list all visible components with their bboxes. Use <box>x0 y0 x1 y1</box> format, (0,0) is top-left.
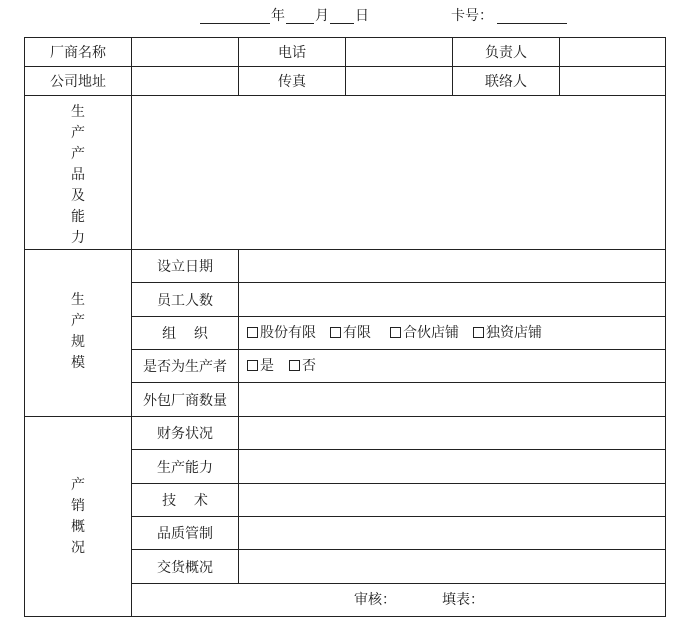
phone-label: 电话 <box>278 45 306 61</box>
outsource-count-label: 外包厂商数量 <box>143 392 227 409</box>
day-label: 日 <box>355 8 369 24</box>
producer-option-no[interactable]: 否 <box>289 350 316 383</box>
established-date-field[interactable] <box>239 250 665 282</box>
is-producer-options <box>239 350 665 383</box>
financial-status-label: 财务状况 <box>157 426 213 442</box>
organization-label: 组 织 <box>162 326 208 342</box>
products-capability-title: 生 产 产 品 及 能 力 <box>71 104 85 246</box>
contact-person-label: 联络人 <box>485 74 527 90</box>
org-option-sole-proprietor[interactable]: 独资店铺 <box>473 317 542 350</box>
org-option-joint-stock[interactable]: 股份有限 <box>247 317 316 350</box>
production-capacity-label: 生产能力 <box>157 459 213 476</box>
organization-options <box>239 317 665 350</box>
vendor-name-field[interactable] <box>132 38 238 66</box>
quality-control-field[interactable] <box>239 517 665 549</box>
employee-count-label: 员工人数 <box>157 292 213 309</box>
person-in-charge-label: 负责人 <box>485 45 527 61</box>
org-option-limited[interactable]: 有限 <box>330 317 371 350</box>
checkbox-icon[interactable] <box>289 360 300 371</box>
fax-label: 传真 <box>278 74 306 90</box>
technology-field[interactable] <box>239 484 665 516</box>
contact-person-field[interactable] <box>560 67 665 95</box>
year-label: 年 <box>271 8 285 24</box>
products-capability-field[interactable] <box>132 96 665 249</box>
checkbox-icon[interactable] <box>330 327 341 338</box>
checkbox-icon[interactable] <box>247 327 258 338</box>
employee-count-field[interactable] <box>239 283 665 316</box>
checkbox-icon[interactable] <box>247 360 258 371</box>
org-option-partnership[interactable]: 合伙店铺 <box>390 317 459 350</box>
is-producer-label: 是否为生产者 <box>143 359 227 375</box>
checkbox-icon[interactable] <box>473 327 484 338</box>
filled-by-label: 填表： <box>442 592 484 608</box>
month-label: 月 <box>315 8 329 24</box>
review-label: 审核： <box>354 592 396 608</box>
outsource-count-field[interactable] <box>239 383 665 416</box>
sales-overview-title: 产 销 概 况 <box>71 477 85 556</box>
card-number-blank[interactable] <box>497 23 567 24</box>
technology-label: 技 术 <box>162 493 208 509</box>
vendor-name-label: 厂商名称 <box>50 45 106 61</box>
phone-field[interactable] <box>346 38 452 66</box>
producer-option-yes[interactable]: 是 <box>247 350 274 383</box>
day-blank[interactable] <box>330 23 354 24</box>
financial-status-field[interactable] <box>239 417 665 449</box>
quality-control-label: 品质管制 <box>157 526 213 542</box>
form-header <box>0 6 684 28</box>
established-date-label: 设立日期 <box>157 259 213 275</box>
person-in-charge-field[interactable] <box>560 38 665 66</box>
form-footer <box>132 584 665 616</box>
company-address-field[interactable] <box>132 67 238 95</box>
delivery-overview-field[interactable] <box>239 550 665 583</box>
vendor-form-table <box>24 37 666 617</box>
production-scale-title: 生 产 规 模 <box>71 292 85 371</box>
production-capacity-field[interactable] <box>239 450 665 483</box>
year-blank[interactable] <box>200 23 270 24</box>
checkbox-icon[interactable] <box>390 327 401 338</box>
card-number-label: 卡号： <box>451 8 493 24</box>
delivery-overview-label: 交货概况 <box>157 559 213 576</box>
fax-field[interactable] <box>346 67 452 95</box>
company-address-label: 公司地址 <box>50 74 106 90</box>
month-blank[interactable] <box>286 23 314 24</box>
